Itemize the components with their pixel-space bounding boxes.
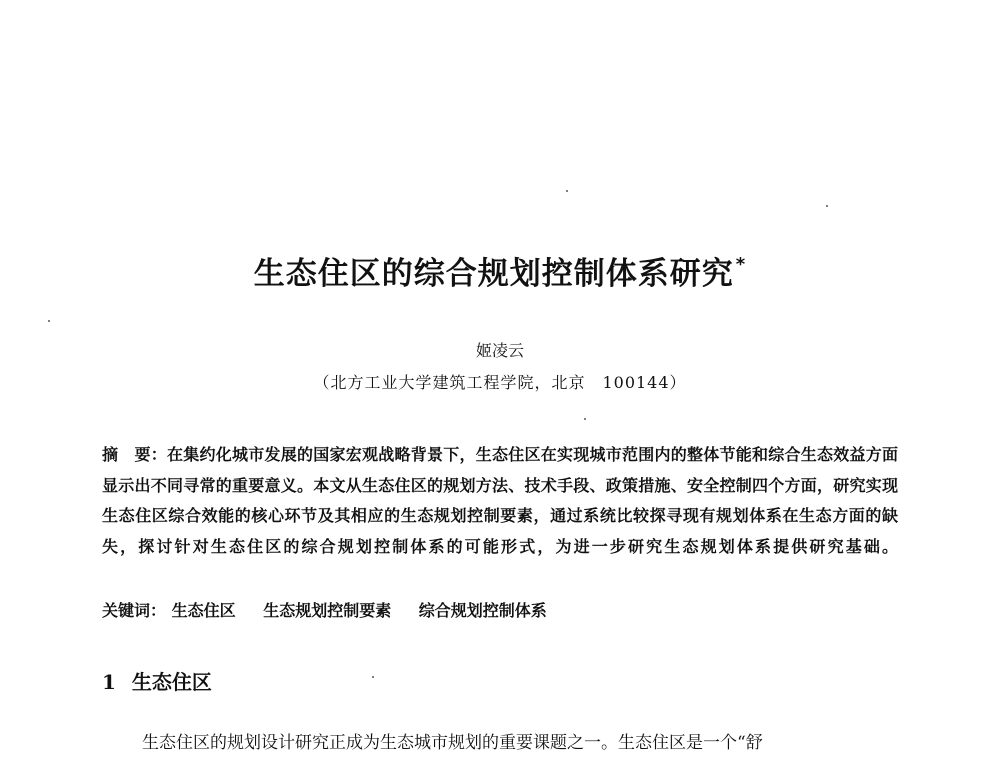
section-title: 生态住区 bbox=[131, 670, 212, 694]
abstract-text: 在集约化城市发展的国家宏观战略背景下，生态住区在实现城市范围内的整体节能和综合生态效益方面显示出不同寻常的重要意义。本文从生态住区的规划方法、技术手段、政策措施、安全控制四个方面，研究实现生态住区综合效能的核心环节及其相应的生态规划控制要素，通过系统比较探寻现有规划体系在生态方面的缺失，探讨针对生态住区的综合规划控制体系的可能形式，为进一步研究生态规划体系提供研究基础。 bbox=[102, 445, 898, 556]
scan-speck bbox=[826, 205, 828, 207]
author-name: 姬凌云 bbox=[475, 341, 524, 360]
keyword-item: 综合规划控制体系 bbox=[418, 601, 547, 620]
section-number: 1 bbox=[102, 670, 116, 694]
abstract-label: 摘 要： bbox=[102, 445, 167, 464]
scan-speck bbox=[372, 676, 374, 678]
title-footnote-mark: * bbox=[735, 254, 747, 275]
keyword-item: 生态住区 bbox=[171, 601, 236, 620]
keyword-item: 生态规划控制要素 bbox=[263, 601, 392, 620]
keywords-block bbox=[102, 598, 569, 621]
section-heading bbox=[102, 666, 212, 695]
abstract-block bbox=[102, 440, 898, 562]
keywords-label: 关键词： bbox=[102, 601, 167, 620]
scan-speck bbox=[584, 418, 586, 420]
scan-speck bbox=[48, 320, 50, 322]
author-affiliation: （北方工业大学建筑工程学院，北京 100144） bbox=[313, 373, 687, 392]
paper-title bbox=[0, 248, 1000, 293]
body-paragraph: 生态住区的规划设计研究正成为生态城市规划的重要课题之一。生态住区是一个“舒 bbox=[142, 733, 763, 753]
scan-speck bbox=[566, 190, 568, 192]
title-text: 生态住区的综合规划控制体系研究 bbox=[253, 256, 734, 292]
